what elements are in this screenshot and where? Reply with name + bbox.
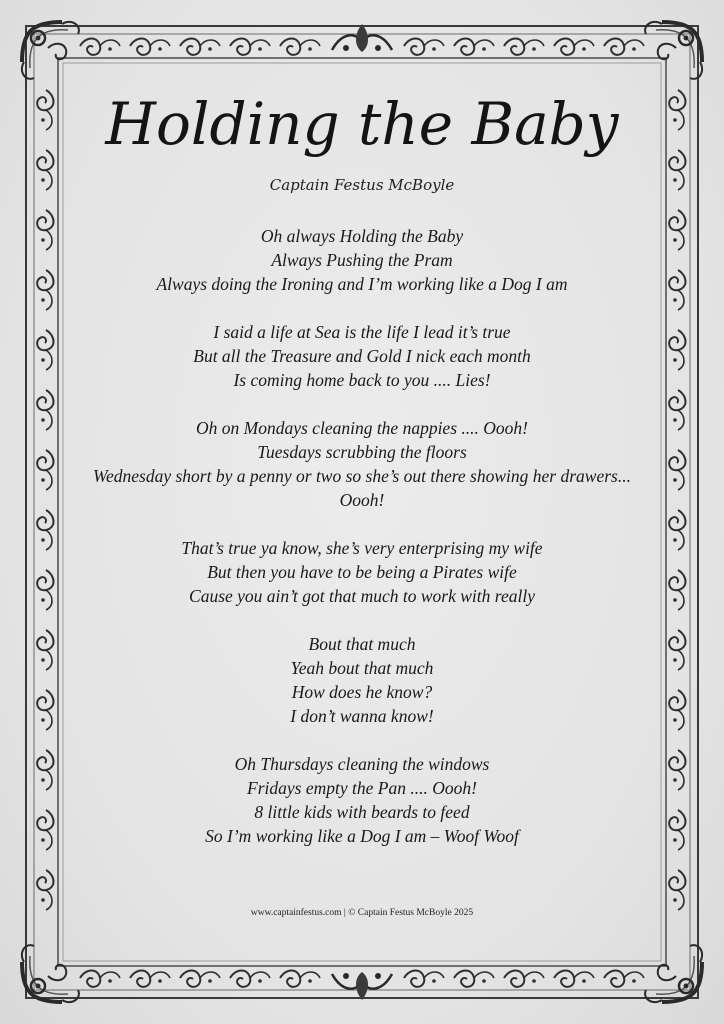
lyric-line: Oooh! <box>339 490 385 510</box>
lyric-line: But all the Treasure and Gold I nick each month <box>193 346 531 366</box>
poem-author: Captain Festus McBoyle <box>269 176 455 194</box>
lyric-line: I said a life at Sea is the life I lead it’s true <box>213 322 511 342</box>
lyric-line: Fridays empty the Pan .... Oooh! <box>247 778 477 798</box>
lyric-line: I don’t wanna know! <box>290 706 434 726</box>
lyric-line: Oh on Mondays cleaning the nappies .... Oooh! <box>196 418 528 438</box>
lyrics <box>70 224 654 848</box>
stanza-3 <box>70 416 654 512</box>
poem-title: Holding the Baby <box>105 90 619 158</box>
lyric-line: But then you have to be being a Pirates wife <box>207 562 517 582</box>
lyric-line: How does he know? <box>291 682 433 702</box>
lyric-line: Always doing the Ironing and I’m working like a Dog I am <box>156 274 568 294</box>
lyric-line: Bout that much <box>308 634 416 654</box>
footer-credit: www.captainfestus.com | © Captain Festus McBoyle 2025 <box>250 908 474 918</box>
stanza-1 <box>70 224 654 296</box>
lyric-line: Always Pushing the Pram <box>271 250 453 270</box>
stanza-6 <box>70 752 654 848</box>
lyric-line: Tuesdays scrubbing the floors <box>257 442 467 462</box>
lyric-line: Oh always Holding the Baby <box>260 226 464 246</box>
lyric-line: Wednesday short by a penny or two so she’s out there showing her drawers... <box>93 466 631 486</box>
lyric-line: Cause you ain’t got that much to work with really <box>189 586 535 606</box>
lyric-line: 8 little kids with beards to feed <box>254 802 470 822</box>
lyric-line: So I’m working like a Dog I am – Woof Woof <box>205 826 519 846</box>
lyric-line: Oh Thursdays cleaning the windows <box>234 754 490 774</box>
lyric-line: Yeah bout that much <box>290 658 434 678</box>
stanza-5 <box>70 632 654 728</box>
lyric-line: That’s true ya know, she’s very enterprising my wife <box>181 538 543 558</box>
stanza-2 <box>70 320 654 392</box>
stanza-4 <box>70 536 654 608</box>
lyric-line: Is coming home back to you .... Lies! <box>233 370 491 390</box>
poem-content <box>70 88 654 872</box>
